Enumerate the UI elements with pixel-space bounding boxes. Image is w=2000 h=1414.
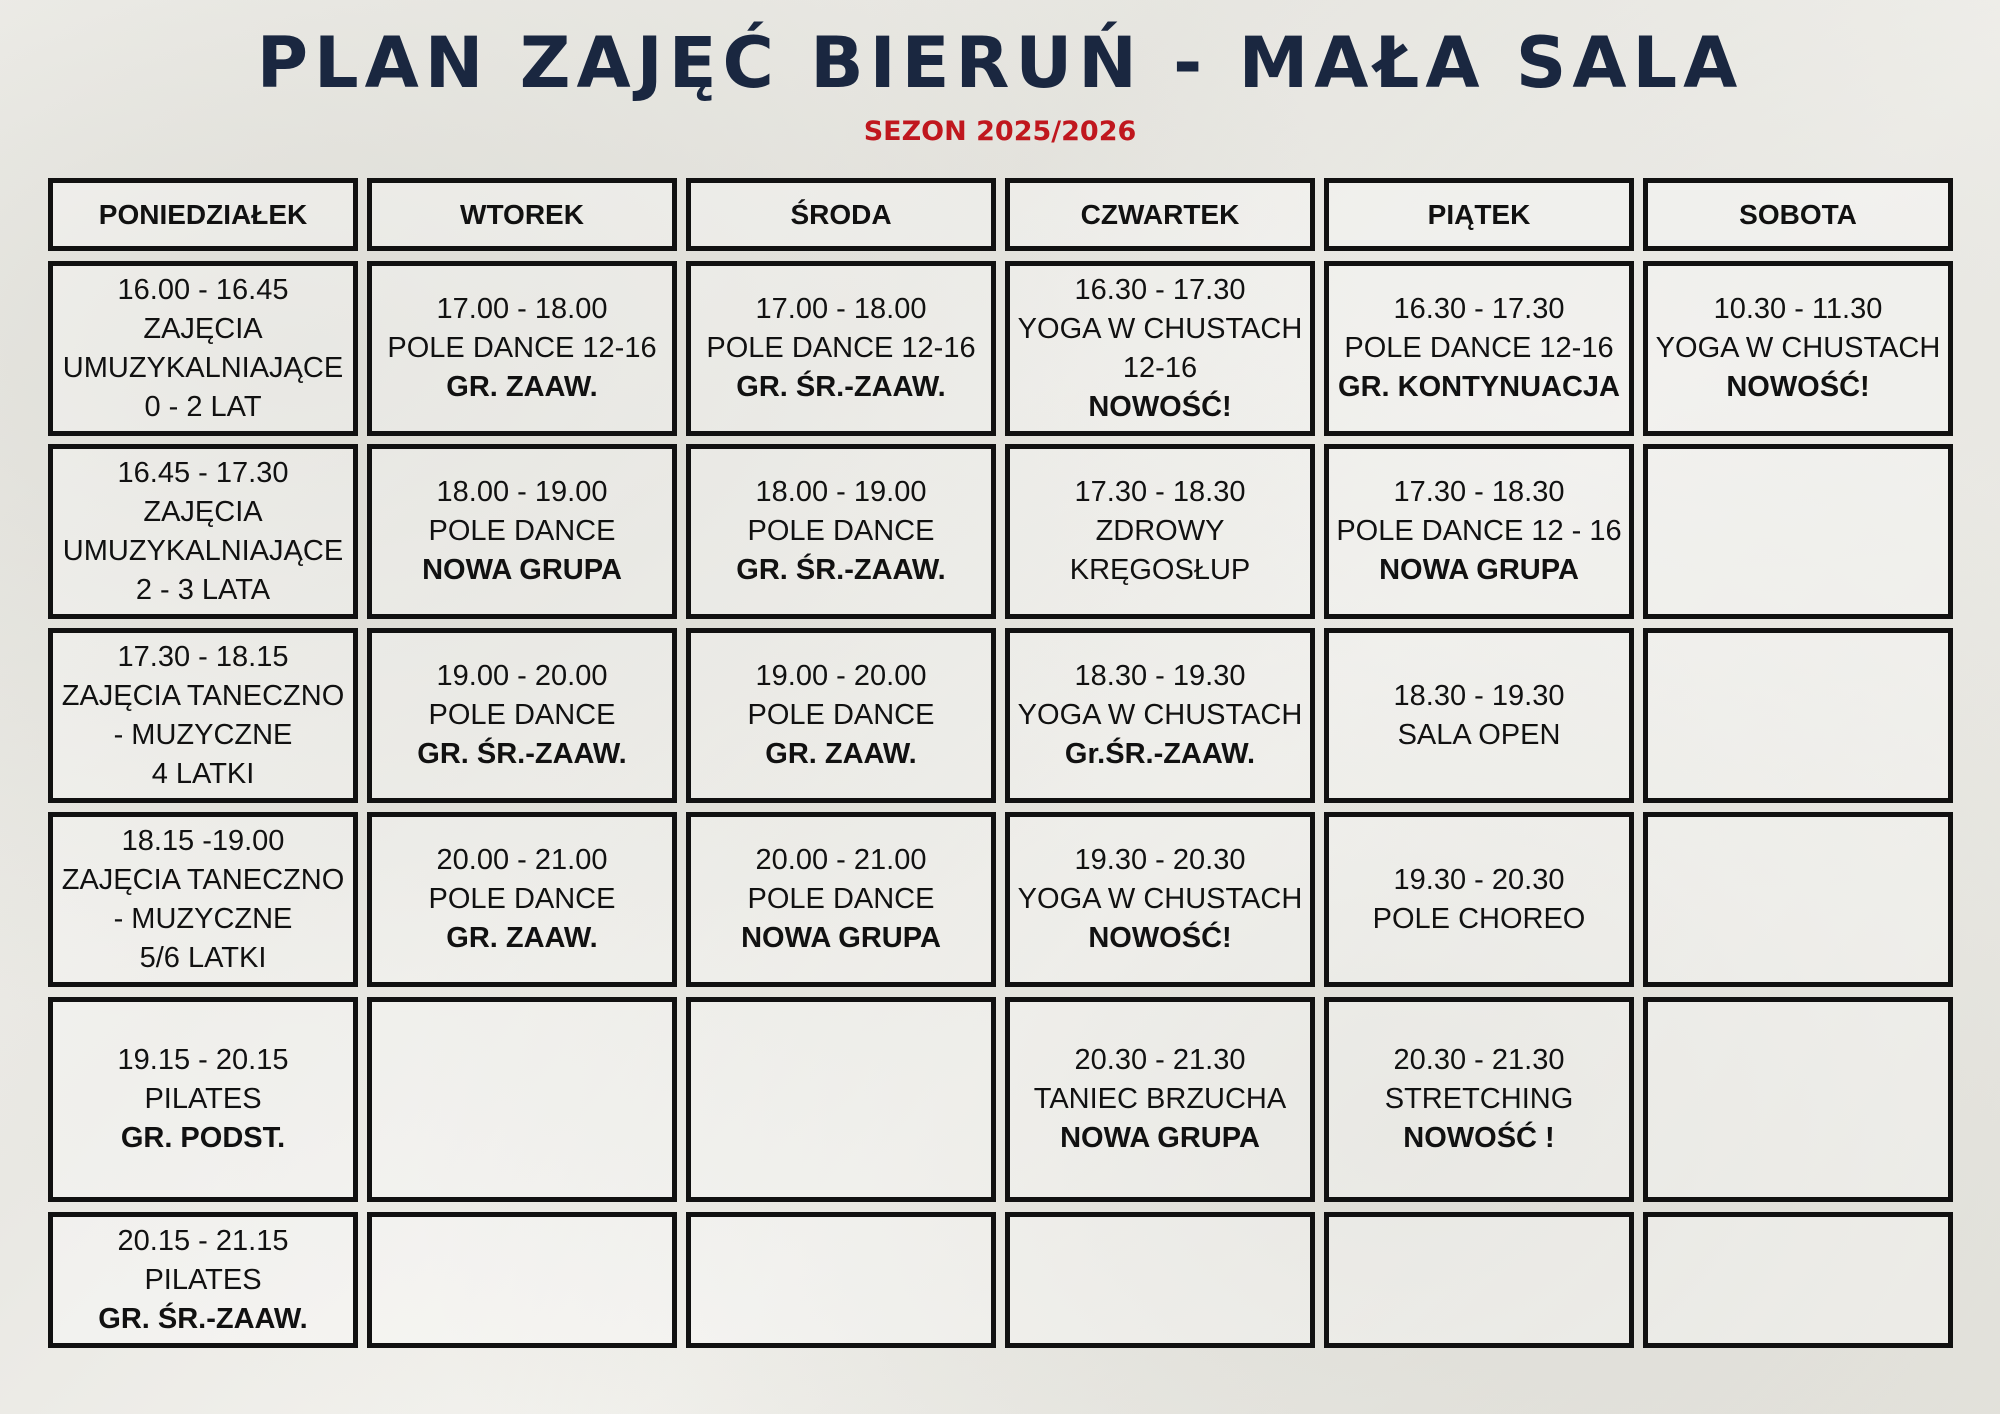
class-name: POLE DANCE 12-16 <box>1344 332 1614 364</box>
empty-slot <box>1643 812 1953 987</box>
class-name: POLE DANCE <box>747 699 935 731</box>
class-time: 17.30 - 18.30 <box>1393 476 1565 508</box>
empty-slot <box>686 1212 996 1348</box>
class-name: POLE DANCE <box>747 883 935 915</box>
class-name: STRETCHING <box>1384 1083 1574 1115</box>
class-slot <box>1005 444 1315 619</box>
class-group: GR. ŚR.-ZAAW. <box>736 554 946 586</box>
class-group: GR. KONTYNUACJA <box>1338 371 1620 403</box>
class-name: POLE CHOREO <box>1372 902 1586 935</box>
class-group: NOWOŚĆ! <box>1726 371 1870 403</box>
page-title: PLAN ZAJĘĆ BIERUŃ - MAŁA SALA <box>256 22 1744 104</box>
class-time: 20.00 - 21.00 <box>755 844 927 876</box>
class-time: 16.30 - 17.30 <box>1074 273 1246 306</box>
class-time: 18.00 - 19.00 <box>755 476 927 508</box>
class-time: 10.30 - 11.30 <box>1713 293 1883 325</box>
day-header: PONIEDZIAŁEK <box>48 178 358 251</box>
class-name: 2 - 3 LATA <box>135 573 271 606</box>
class-time: 20.15 - 21.15 <box>117 1224 289 1257</box>
class-group: NOWA GRUPA <box>1060 1122 1260 1154</box>
class-slot <box>48 997 358 1202</box>
class-time: 20.00 - 21.00 <box>436 844 608 876</box>
class-group: GR. ZAAW. <box>446 371 598 403</box>
class-slot <box>686 444 996 619</box>
class-name: YOGA W CHUSTACH <box>1655 332 1941 364</box>
class-slot <box>686 628 996 803</box>
class-group: GR. ZAAW. <box>765 738 917 770</box>
class-name: - MUZYCZNE <box>113 902 293 935</box>
season-subtitle: SEZON 2025/2026 <box>863 116 1137 147</box>
empty-slot <box>1324 1212 1634 1348</box>
class-time: 18.30 - 19.30 <box>1393 679 1565 712</box>
class-name: UMUZYKALNIAJĄCE <box>62 351 344 384</box>
class-name: 12-16 <box>1122 351 1198 384</box>
day-header: PIĄTEK <box>1324 178 1634 251</box>
class-slot <box>1324 812 1634 987</box>
class-time: 18.00 - 19.00 <box>436 476 608 508</box>
day-header: WTOREK <box>367 178 677 251</box>
class-time: 19.00 - 20.00 <box>755 660 927 692</box>
class-group: Gr.ŚR.-ZAAW. <box>1064 738 1256 770</box>
class-name: ZDROWY <box>1095 515 1225 547</box>
class-group: NOWOŚĆ! <box>1088 922 1232 954</box>
class-name: KRĘGOSŁUP <box>1069 554 1251 586</box>
empty-slot <box>1643 628 1953 803</box>
class-slot <box>48 628 358 803</box>
day-header: CZWARTEK <box>1005 178 1315 251</box>
class-group: GR. ZAAW. <box>446 922 598 954</box>
class-name: POLE DANCE <box>428 699 616 731</box>
class-time: 19.00 - 20.00 <box>436 660 608 692</box>
class-slot <box>48 444 358 619</box>
class-time: 17.30 - 18.15 <box>117 640 289 673</box>
class-name: TANIEC BRZUCHA <box>1033 1083 1287 1115</box>
day-header: SOBOTA <box>1643 178 1953 251</box>
class-name: YOGA W CHUSTACH <box>1017 699 1303 731</box>
class-name: POLE DANCE <box>428 883 616 915</box>
class-name: YOGA W CHUSTACH <box>1017 312 1303 345</box>
class-name: ZAJĘCIA TANECZNO <box>61 679 345 712</box>
class-time: 19.30 - 20.30 <box>1074 844 1246 876</box>
class-group: GR. PODST. <box>120 1122 286 1154</box>
empty-slot <box>1643 997 1953 1202</box>
class-name: POLE DANCE 12-16 <box>706 332 976 364</box>
empty-slot <box>1005 1212 1315 1348</box>
class-slot <box>1005 812 1315 987</box>
class-name: PILATES <box>144 1083 262 1115</box>
class-name: PILATES <box>144 1263 262 1296</box>
class-name: POLE DANCE 12 - 16 <box>1336 515 1622 547</box>
class-name: UMUZYKALNIAJĄCE <box>62 534 344 567</box>
class-slot <box>1643 261 1953 436</box>
class-group: NOWA GRUPA <box>1379 554 1579 586</box>
class-group: GR. ŚR.-ZAAW. <box>98 1302 308 1335</box>
class-slot <box>1324 628 1634 803</box>
class-name: ZAJĘCIA <box>143 312 263 345</box>
class-name: YOGA W CHUSTACH <box>1017 883 1303 915</box>
class-slot <box>367 628 677 803</box>
empty-slot <box>367 1212 677 1348</box>
class-name: ZAJĘCIA <box>143 495 263 528</box>
empty-slot <box>1643 444 1953 619</box>
day-header: ŚRODA <box>686 178 996 251</box>
class-name: POLE DANCE 12-16 <box>387 332 657 364</box>
empty-slot <box>367 997 677 1202</box>
class-time: 20.30 - 21.30 <box>1074 1044 1246 1076</box>
class-name: POLE DANCE <box>747 515 935 547</box>
class-slot <box>1324 444 1634 619</box>
class-slot <box>367 444 677 619</box>
class-group: NOWOŚĆ ! <box>1403 1122 1555 1154</box>
class-name: 4 LATKI <box>151 757 255 790</box>
class-time: 16.30 - 17.30 <box>1393 293 1565 325</box>
class-slot <box>686 812 996 987</box>
empty-slot <box>1643 1212 1953 1348</box>
class-slot <box>1005 997 1315 1202</box>
class-slot <box>1005 261 1315 436</box>
class-time: 17.00 - 18.00 <box>436 293 608 325</box>
class-time: 18.15 -19.00 <box>121 824 285 857</box>
class-slot <box>48 261 358 436</box>
class-name: POLE DANCE <box>428 515 616 547</box>
class-slot <box>48 1212 358 1348</box>
class-slot <box>1324 997 1634 1202</box>
empty-slot <box>686 997 996 1202</box>
class-name: - MUZYCZNE <box>113 718 293 751</box>
class-slot <box>367 261 677 436</box>
class-group: NOWA GRUPA <box>741 922 941 954</box>
class-name: 5/6 LATKI <box>139 941 267 974</box>
class-slot <box>48 812 358 987</box>
class-time: 20.30 - 21.30 <box>1393 1044 1565 1076</box>
class-group: NOWOŚĆ! <box>1088 390 1232 423</box>
class-time: 17.00 - 18.00 <box>755 293 927 325</box>
class-group: GR. ŚR.-ZAAW. <box>736 371 946 403</box>
class-time: 19.15 - 20.15 <box>117 1044 289 1076</box>
class-slot <box>1324 261 1634 436</box>
class-name: 0 - 2 LAT <box>144 390 262 423</box>
class-name: SALA OPEN <box>1397 718 1561 751</box>
class-time: 19.30 - 20.30 <box>1393 863 1565 896</box>
class-group: NOWA GRUPA <box>422 554 622 586</box>
class-slot <box>1005 628 1315 803</box>
class-slot <box>686 261 996 436</box>
class-group: GR. ŚR.-ZAAW. <box>417 738 627 770</box>
class-time: 18.30 - 19.30 <box>1074 660 1246 692</box>
class-slot <box>367 812 677 987</box>
class-name: ZAJĘCIA TANECZNO <box>61 863 345 896</box>
class-time: 17.30 - 18.30 <box>1074 476 1246 508</box>
class-time: 16.45 - 17.30 <box>117 456 289 489</box>
class-time: 16.00 - 16.45 <box>117 273 289 306</box>
